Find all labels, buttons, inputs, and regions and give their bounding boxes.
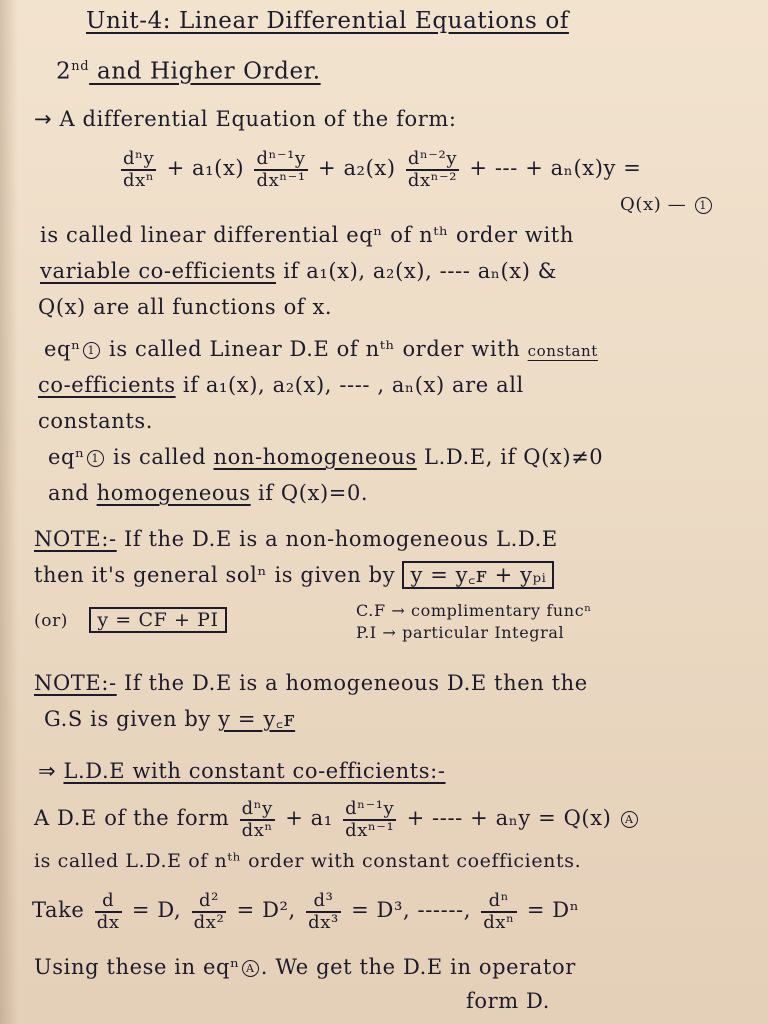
op-fraction-2 [192, 891, 227, 933]
take-text: Take [32, 898, 85, 922]
op-fraction-1-num: d [95, 891, 122, 913]
intro-line [0, 104, 768, 134]
equation-1 [0, 146, 768, 191]
eq2-pre: A D.E of the form [34, 806, 230, 830]
eq2-fraction-1-num: dⁿy [241, 797, 273, 819]
equation-ref-1b: 1 [87, 450, 104, 467]
fraction-3-num: dⁿ⁻²y [407, 147, 458, 169]
fraction-2-num: dⁿ⁻¹y [256, 147, 306, 169]
intro-text: A differential Equation of the form: [59, 107, 457, 131]
y-cf-term: y = y꜀ꜰ [218, 707, 296, 731]
note-1-line-1 [0, 524, 768, 554]
op-term-2: = D², [236, 898, 296, 922]
operator-definitions [0, 888, 768, 933]
eq2-fraction-1-den: dxⁿ [241, 819, 273, 841]
title-line-1: Unit-4: Linear Differential Equations of [86, 8, 569, 34]
using-line-2 [0, 986, 768, 1016]
note-2-text-2: G.S is given by [44, 707, 219, 731]
co-efficients-term: co-efficients [38, 373, 176, 397]
using-text-3: form D. [466, 989, 551, 1013]
eq2-fraction-1 [240, 799, 275, 841]
pi-definition: P.I → particular Integral [356, 623, 565, 642]
p3-line-1 [0, 442, 768, 472]
page-title [0, 6, 768, 36]
op-fraction-1-den: dx [96, 911, 120, 933]
eq2-line-2 [0, 846, 768, 876]
section-title: L.D.E with constant co-efficients:- [63, 759, 446, 783]
non-homogeneous-term: non-homogeneous [213, 445, 417, 469]
p3-text-1: is called [105, 445, 214, 469]
equation-ref-1: 1 [83, 342, 100, 359]
p3-text-2: L.D.E, if Q(x)≠0 [416, 445, 604, 469]
title-line-2: and Higher Order. [89, 58, 321, 85]
note-2-label: NOTE:- [34, 671, 117, 695]
eq1-rhs: Q(x) [620, 194, 662, 215]
eq2-text-2: is called L.D.E of nᵗʰ order with constant coefficients. [34, 850, 582, 872]
equation-1-rhs: Q(x) — 1 [0, 190, 768, 220]
p2-text-3: constants. [38, 409, 154, 433]
p3-line-2 [0, 478, 768, 508]
p2-line-2 [0, 370, 768, 400]
fraction-2 [254, 149, 307, 191]
constant-term: constant [527, 342, 598, 360]
using-text-1: Using these in eqⁿ [34, 955, 240, 979]
op-fraction-2-den: dx² [193, 911, 225, 933]
p2-line-3 [0, 406, 768, 436]
fraction-3-den: dxⁿ⁻² [407, 169, 458, 191]
eq1-term-1: + a₁(x) [166, 156, 245, 180]
variable-coefficients-term: variable co-efficients [40, 259, 276, 283]
section-heading [0, 756, 768, 786]
p1-text-1: is called linear differential eqⁿ of nᵗʰ order with [40, 223, 574, 247]
op-fraction-4-den: dxⁿ [483, 911, 515, 933]
or-text: (or) [34, 611, 69, 631]
op-term-4: = Dⁿ [526, 898, 580, 922]
fraction-3 [406, 149, 459, 191]
p3-text-4: if Q(x)=0. [250, 481, 369, 505]
note-1-label: NOTE:- [34, 527, 117, 551]
homogeneous-term: homogeneous [96, 481, 251, 505]
p2-line-1 [0, 334, 768, 366]
note-1-line-3 [0, 601, 768, 642]
eq2-fraction-2-num: dⁿ⁻¹y [345, 797, 395, 819]
op-fraction-2-num: d² [192, 891, 227, 913]
note-2-line-2 [0, 704, 768, 734]
note-1-line-2 [0, 560, 768, 590]
cf-definition: C.F → complimentary funcⁿ [356, 601, 592, 620]
p1-text-2: if a₁(x), a₂(x), ---- aₙ(x) & [275, 259, 558, 283]
p2-text-1: is called Linear D.E of nᵗʰ order with [101, 337, 528, 361]
p2-text-2: if a₁(x), a₂(x), ---- , aₙ(x) are all [175, 373, 524, 397]
op-fraction-3 [306, 891, 341, 933]
title-2-sup: nd [71, 59, 90, 74]
eq2-term-1: + a₁ [285, 806, 333, 830]
op-fraction-4 [481, 891, 516, 933]
cf-pi-box: y = CF + PI [89, 607, 226, 633]
equation-tag-a: A [621, 811, 638, 828]
fraction-2-den: dxⁿ⁻¹ [256, 169, 306, 191]
eq1-term-3: + --- + aₙ(x)y = [469, 156, 642, 180]
note-2-line-1 [0, 668, 768, 698]
general-solution-box: y = y꜀ꜰ + yₚᵢ [402, 561, 554, 589]
note-1-text-2: then it's general solⁿ is given by [34, 563, 396, 587]
title-2-number: 2 [56, 58, 72, 85]
fraction-1 [121, 149, 156, 191]
eq2-term-2: + ---- + aₙy = Q(x) [406, 806, 612, 830]
fraction-1-den: dxⁿ [123, 169, 155, 191]
equation-ref-a: A [242, 960, 259, 977]
p1-text-3: Q(x) are all functions of x. [38, 295, 333, 319]
equation-tag-1: 1 [695, 197, 712, 214]
eq1-term-2: + a₂(x) [317, 156, 396, 180]
p2-eqn: eqⁿ [44, 337, 81, 361]
op-term-1: = D, [131, 898, 182, 922]
using-text-2: . We get the D.E in operator [260, 955, 576, 979]
eq2-fraction-2-den: dxⁿ⁻¹ [345, 819, 395, 841]
p1-line-2 [0, 256, 768, 286]
fraction-1-num: dⁿy [123, 147, 155, 169]
p1-line-1 [0, 220, 768, 250]
double-arrow-icon: ⇒ [38, 759, 57, 783]
op-fraction-3-den: dx³ [308, 911, 339, 933]
p3-text-3: and [48, 481, 97, 505]
eq2-fraction-2 [343, 799, 396, 841]
p1-line-3 [0, 292, 768, 322]
equation-a [0, 796, 768, 841]
op-fraction-4-num: dⁿ [481, 891, 516, 913]
right-arrow-icon: → [34, 107, 53, 131]
note-1-text-1: If the D.E is a non-homogeneous L.D.E [116, 527, 558, 551]
op-fraction-1 [95, 891, 122, 933]
using-line-1 [0, 952, 768, 982]
op-term-3: = D³, ------, [351, 898, 471, 922]
p3-eqn: eqⁿ [48, 445, 85, 469]
page-title-line-2 [0, 52, 768, 87]
note-2-text-1: If the D.E is a homogeneous D.E then the [116, 671, 588, 695]
op-fraction-3-num: d³ [306, 891, 341, 913]
